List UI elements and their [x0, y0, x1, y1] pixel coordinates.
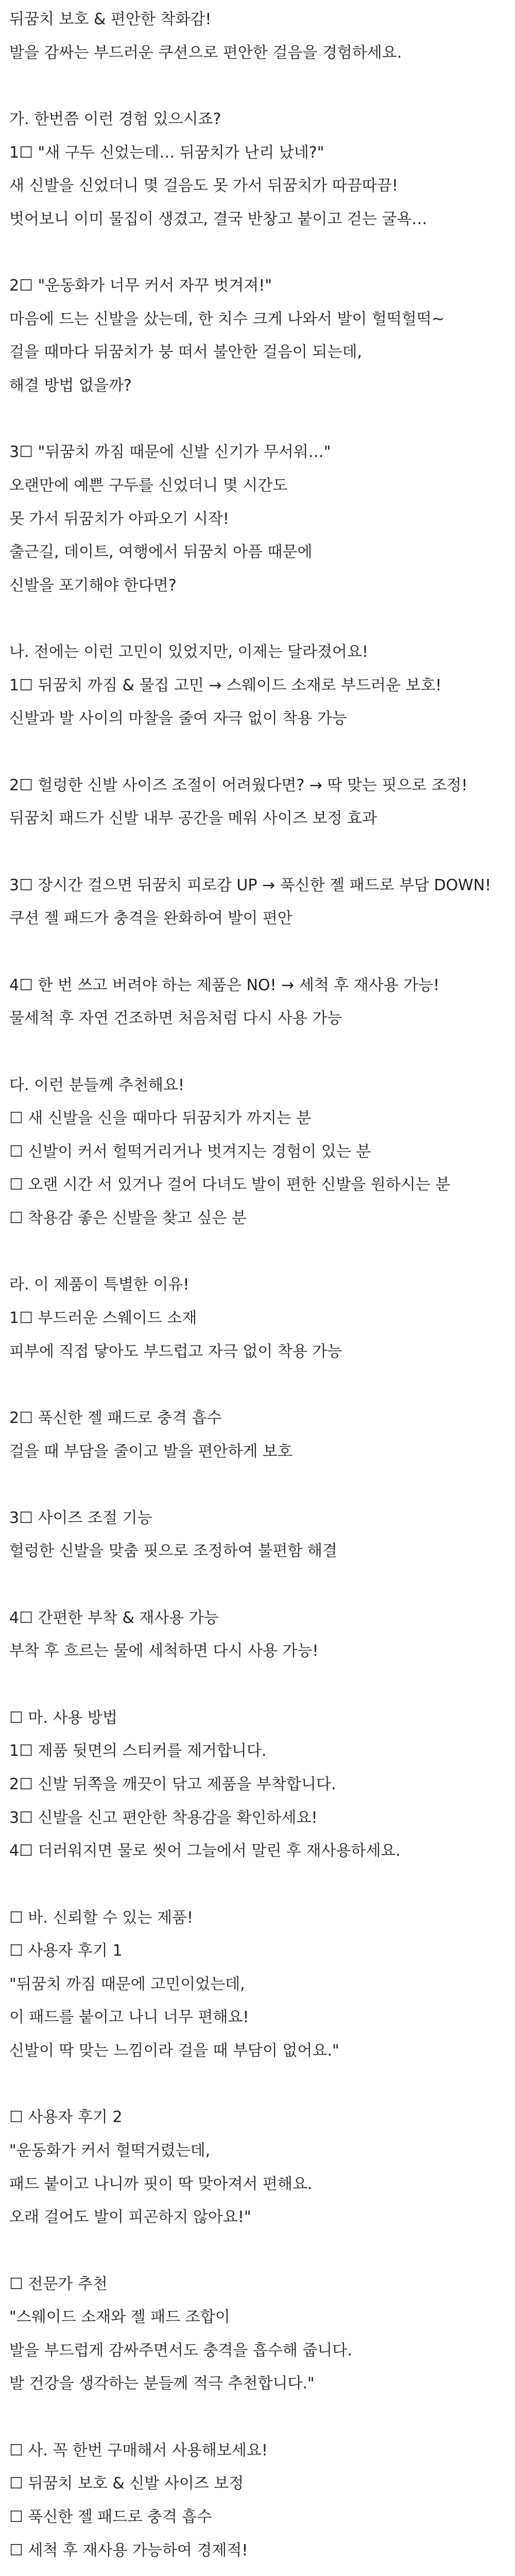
text-line: 2☐ 푹신한 젤 패드로 충격 흡수 [9, 1409, 222, 1427]
text-line: 신발을 포기해야 한다면? [9, 576, 177, 595]
text-line: ☐ 착용감 좋은 신발을 찾고 싶은 분 [9, 1209, 247, 1228]
text-line: 3☐ "뒤꿈치 까짐 때문에 신발 신기가 무서워…" [9, 443, 331, 462]
blank-line [9, 2567, 515, 2576]
text-line: ☐ 사용자 후기 1 [9, 1942, 123, 1960]
text-line: ☐ 오랜 시간 서 있거나 걸어 다녀도 발이 편한 신발을 원하시는 분 [9, 1176, 451, 1194]
text-line: ☐ 뒤꿈치 보호 & 신발 사이즈 보정 [9, 2475, 244, 2493]
text-line: 걸을 때 부담을 줄이고 발을 편안하게 보호 [9, 1442, 293, 1461]
text-line: 3☐ 사이즈 조절 기능 [9, 1509, 152, 1527]
text-line: 발을 부드럽게 감싸주면서도 충격을 흡수해 줍니다. [9, 2341, 352, 2360]
text-line: 1☐ 제품 뒷면의 스티커를 제거합니다. [9, 1742, 267, 1760]
text-line: 패드 붙이고 나니까 핏이 딱 맞아져서 편해요. [9, 2175, 313, 2193]
text-line: 가. 한번쯤 이런 경험 있으시죠? [9, 110, 221, 128]
text-line: 물세척 후 자연 건조하면 처음처럼 다시 사용 가능 [9, 1009, 342, 1028]
blank-line [9, 603, 515, 636]
text-line: 2☐ "운동화가 너무 커서 자꾸 벗겨져!" [9, 277, 272, 295]
text-line: ☐ 세척 후 재사용 가능하여 경제적! [9, 2541, 248, 2560]
text-line: 2☐ 신발 뒤쪽을 깨끗이 닦고 제품을 부착합니다. [9, 1775, 336, 1793]
text-line: ☐ 신발이 커서 헐떡거리거나 벗겨지는 경험이 있는 분 [9, 1142, 371, 1161]
text-line: 오랜만에 예쁜 구두를 신었더니 몇 시간도 [9, 476, 288, 495]
blank-line [9, 1368, 515, 1402]
blank-line [9, 1235, 515, 1269]
blank-line [9, 2068, 515, 2102]
text-line: 걸을 때마다 뒤꿈치가 붕 떠서 불안한 걸음이 되는데, [9, 343, 362, 362]
text-line: 발을 감싸는 부드러운 쿠션으로 편안한 걸음을 경험하세요. [9, 43, 402, 62]
text-line: ☐ 사용자 후기 2 [9, 2108, 123, 2127]
text-line: 마음에 드는 신발을 샀는데, 한 치수 크게 나와서 발이 헐떡헐떡~ [9, 310, 444, 328]
text-line: 부착 후 흐르는 물에 세척하면 다시 사용 가능! [9, 1642, 319, 1660]
text-line: 이 패드를 붙이고 나니 너무 편해요! [9, 2008, 249, 2027]
text-line: ☐ 바. 신뢰할 수 있는 제품! [9, 1908, 193, 1927]
text-line: 4☐ 더러워지면 물로 씻어 그늘에서 말린 후 재사용하세요. [9, 1842, 401, 1860]
text-line: 뒤꿈치 보호 & 편안한 착화감! [9, 10, 212, 28]
text-line: 못 가서 뒤꿈치가 아파오기 시작! [9, 510, 229, 528]
text-line: ☐ 사. 꼭 한번 구매해서 사용해보세요! [9, 2441, 268, 2460]
text-line: ☐ 푹신한 젤 패드로 충격 흡수 [9, 2508, 212, 2527]
text-line: 발 건강을 생각하는 분들께 적극 추천합니다." [9, 2375, 315, 2393]
text-line: 1☐ "새 구두 신었는데… 뒤꿈치가 난리 났네?" [9, 143, 324, 162]
text-line: "뒤꿈치 까짐 때문에 고민이었는데, [9, 1975, 245, 1993]
text-line: 오래 걸어도 발이 피곤하지 않아요!" [9, 2208, 251, 2227]
text-line: 4☐ 한 번 쓰고 버려야 하는 제품은 NO! → 세척 후 재사용 가능! [9, 976, 440, 994]
blank-line [9, 1868, 515, 1902]
blank-line [9, 2234, 515, 2268]
text-line: 헐렁한 신발을 맞춤 핏으로 조정하여 불편함 해결 [9, 1542, 337, 1561]
text-line: 1☐ 부드러운 스웨이드 소재 [9, 1309, 197, 1327]
blank-line [9, 236, 515, 269]
blank-line [9, 1568, 515, 1602]
text-line: 신발이 딱 맞는 느낌이라 걸을 때 부담이 없어요." [9, 2042, 339, 2060]
text-line: "운동화가 커서 헐떡거렸는데, [9, 2142, 211, 2160]
text-line: ☐ 새 신발을 신을 때마다 뒤꿈치가 까지는 분 [9, 1109, 312, 1128]
text-line: 출근길, 데이트, 여행에서 뒤꿈치 아픔 때문에 [9, 543, 313, 562]
text-line: 2☐ 헐렁한 신발 사이즈 조절이 어려웠다면? → 딱 맞는 핏으로 조정! [9, 776, 468, 794]
text-line: 쿠션 젤 패드가 충격을 완화하여 발이 편안 [9, 909, 293, 928]
text-line: 뒤꿈치 패드가 신발 내부 공간을 메워 사이즈 보정 효과 [9, 809, 377, 828]
text-line: 해결 방법 없을까? [9, 377, 132, 395]
blank-line [9, 403, 515, 436]
text-line: 1☐ 뒤꿈치 까짐 & 물집 고민 → 스웨이드 소재로 부드러운 보호! [9, 676, 442, 694]
text-line: "스웨이드 소재와 젤 패드 조합이 [9, 2308, 230, 2327]
blank-line [9, 936, 515, 969]
text-line: 새 신발을 신었더니 몇 걸음도 못 가서 뒤꿈치가 따끔따끔! [9, 177, 398, 195]
blank-line [9, 836, 515, 869]
blank-line [9, 2401, 515, 2434]
text-line: 피부에 직접 닿아도 부드럽고 자극 없이 착용 가능 [9, 1342, 342, 1361]
blank-line [9, 736, 515, 769]
blank-line [9, 1036, 515, 1069]
text-line: 나. 전에는 이런 고민이 있었지만, 이제는 달라졌어요! [9, 643, 368, 662]
blank-line [9, 1668, 515, 1702]
text-line: 라. 이 제품이 특별한 이유! [9, 1276, 190, 1294]
text-line: 다. 이런 분들께 추천해요! [9, 1076, 184, 1094]
text-line: 벗어보니 이미 물집이 생겼고, 결국 반창고 붙이고 걷는 굴욕… [9, 210, 427, 228]
text-line: 4☐ 간편한 부착 & 재사용 가능 [9, 1608, 219, 1627]
text-line: 신발과 발 사이의 마찰을 줄여 자극 없이 착용 가능 [9, 709, 347, 728]
text-line: ☐ 전문가 추천 [9, 2275, 108, 2293]
text-line: 3☐ 장시간 걸으면 뒤꿈치 피로감 UP → 푹신한 젤 패드로 부담 DOWN! [9, 876, 491, 894]
text-line: 3☐ 신발을 신고 편안한 착용감을 확인하세요! [9, 1808, 318, 1827]
blank-line [9, 1468, 515, 1502]
text-line: ☐ 마. 사용 방법 [9, 1708, 117, 1727]
blank-line [9, 70, 515, 103]
